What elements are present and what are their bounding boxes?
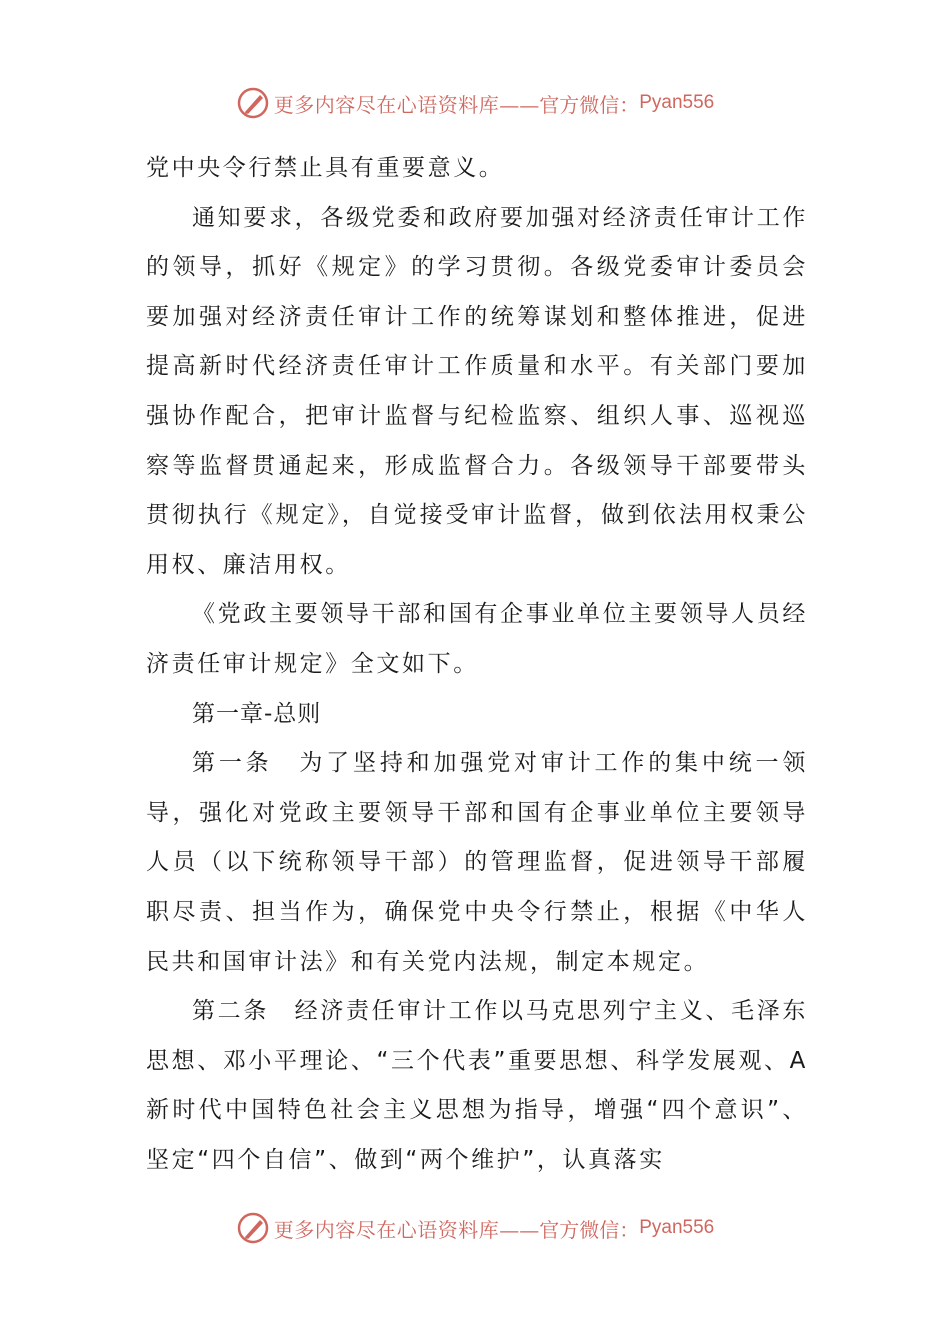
paragraph-notice-requirements: 通知要求，各级党委和政府要加强对经济责任审计工作的领导，抓好《规定》的学习贯彻。各级党委审计委员会要加强对经济责任审计工作的统筹谋划和整体推进，促进提高新时代经济责任审计工作质量和水平。有关部门要加强协作配合，把审计监督与纪检监察、组织人事、巡视巡察等监督贯通起来，形成监督合力。各级领导干部要带头贯彻执行《规定》，自觉接受审计监督，做到依法用权秉公用权、廉洁用权。 — [146, 204, 808, 578]
paragraph-continuation: 党中央令行禁止具有重要意义。 — [146, 155, 505, 181]
watermark-banner-top — [0, 85, 950, 121]
chapter-heading: 第一章-总则 — [192, 700, 322, 727]
document-body — [146, 144, 808, 1185]
pen-circle-logo-icon — [236, 1211, 270, 1245]
watermark-text: 更多内容尽在心语资料库 — [273, 92, 500, 117]
watermark-separator: ——官方微信： — [499, 1217, 640, 1242]
watermark-id: Pyan556 — [639, 92, 715, 113]
article-two: 第二条 经济责任审计工作以马克思列宁主义、毛泽东思想、邓小平理论、“三个代表”重要思想、科学发展观、A新时代中国特色社会主义思想为指导，增强“四个意识”、坚定“四个自信”、做到“两个维护”，认真落实 — [146, 998, 808, 1173]
paragraph-full-text-intro: 《党政主要领导干部和国有企事业单位主要领导人员经济责任审计规定》全文如下。 — [146, 601, 808, 677]
watermark-id: Pyan556 — [639, 1217, 715, 1238]
watermark-text: 更多内容尽在心语资料库 — [273, 1217, 500, 1242]
pen-circle-logo-icon — [236, 86, 270, 120]
watermark-separator: ——官方微信： — [499, 92, 640, 117]
watermark-banner-bottom — [0, 1210, 950, 1246]
article-one: 第一条 为了坚持和加强党对审计工作的集中统一领导，强化对党政主要领导干部和国有企事业单位主要领导人员（以下统称领导干部）的管理监督，促进领导干部履职尽责、担当作为，确保党中央令行禁止，根据《中华人民共和国审计法》和有关党内法规，制定本规定。 — [146, 750, 808, 975]
